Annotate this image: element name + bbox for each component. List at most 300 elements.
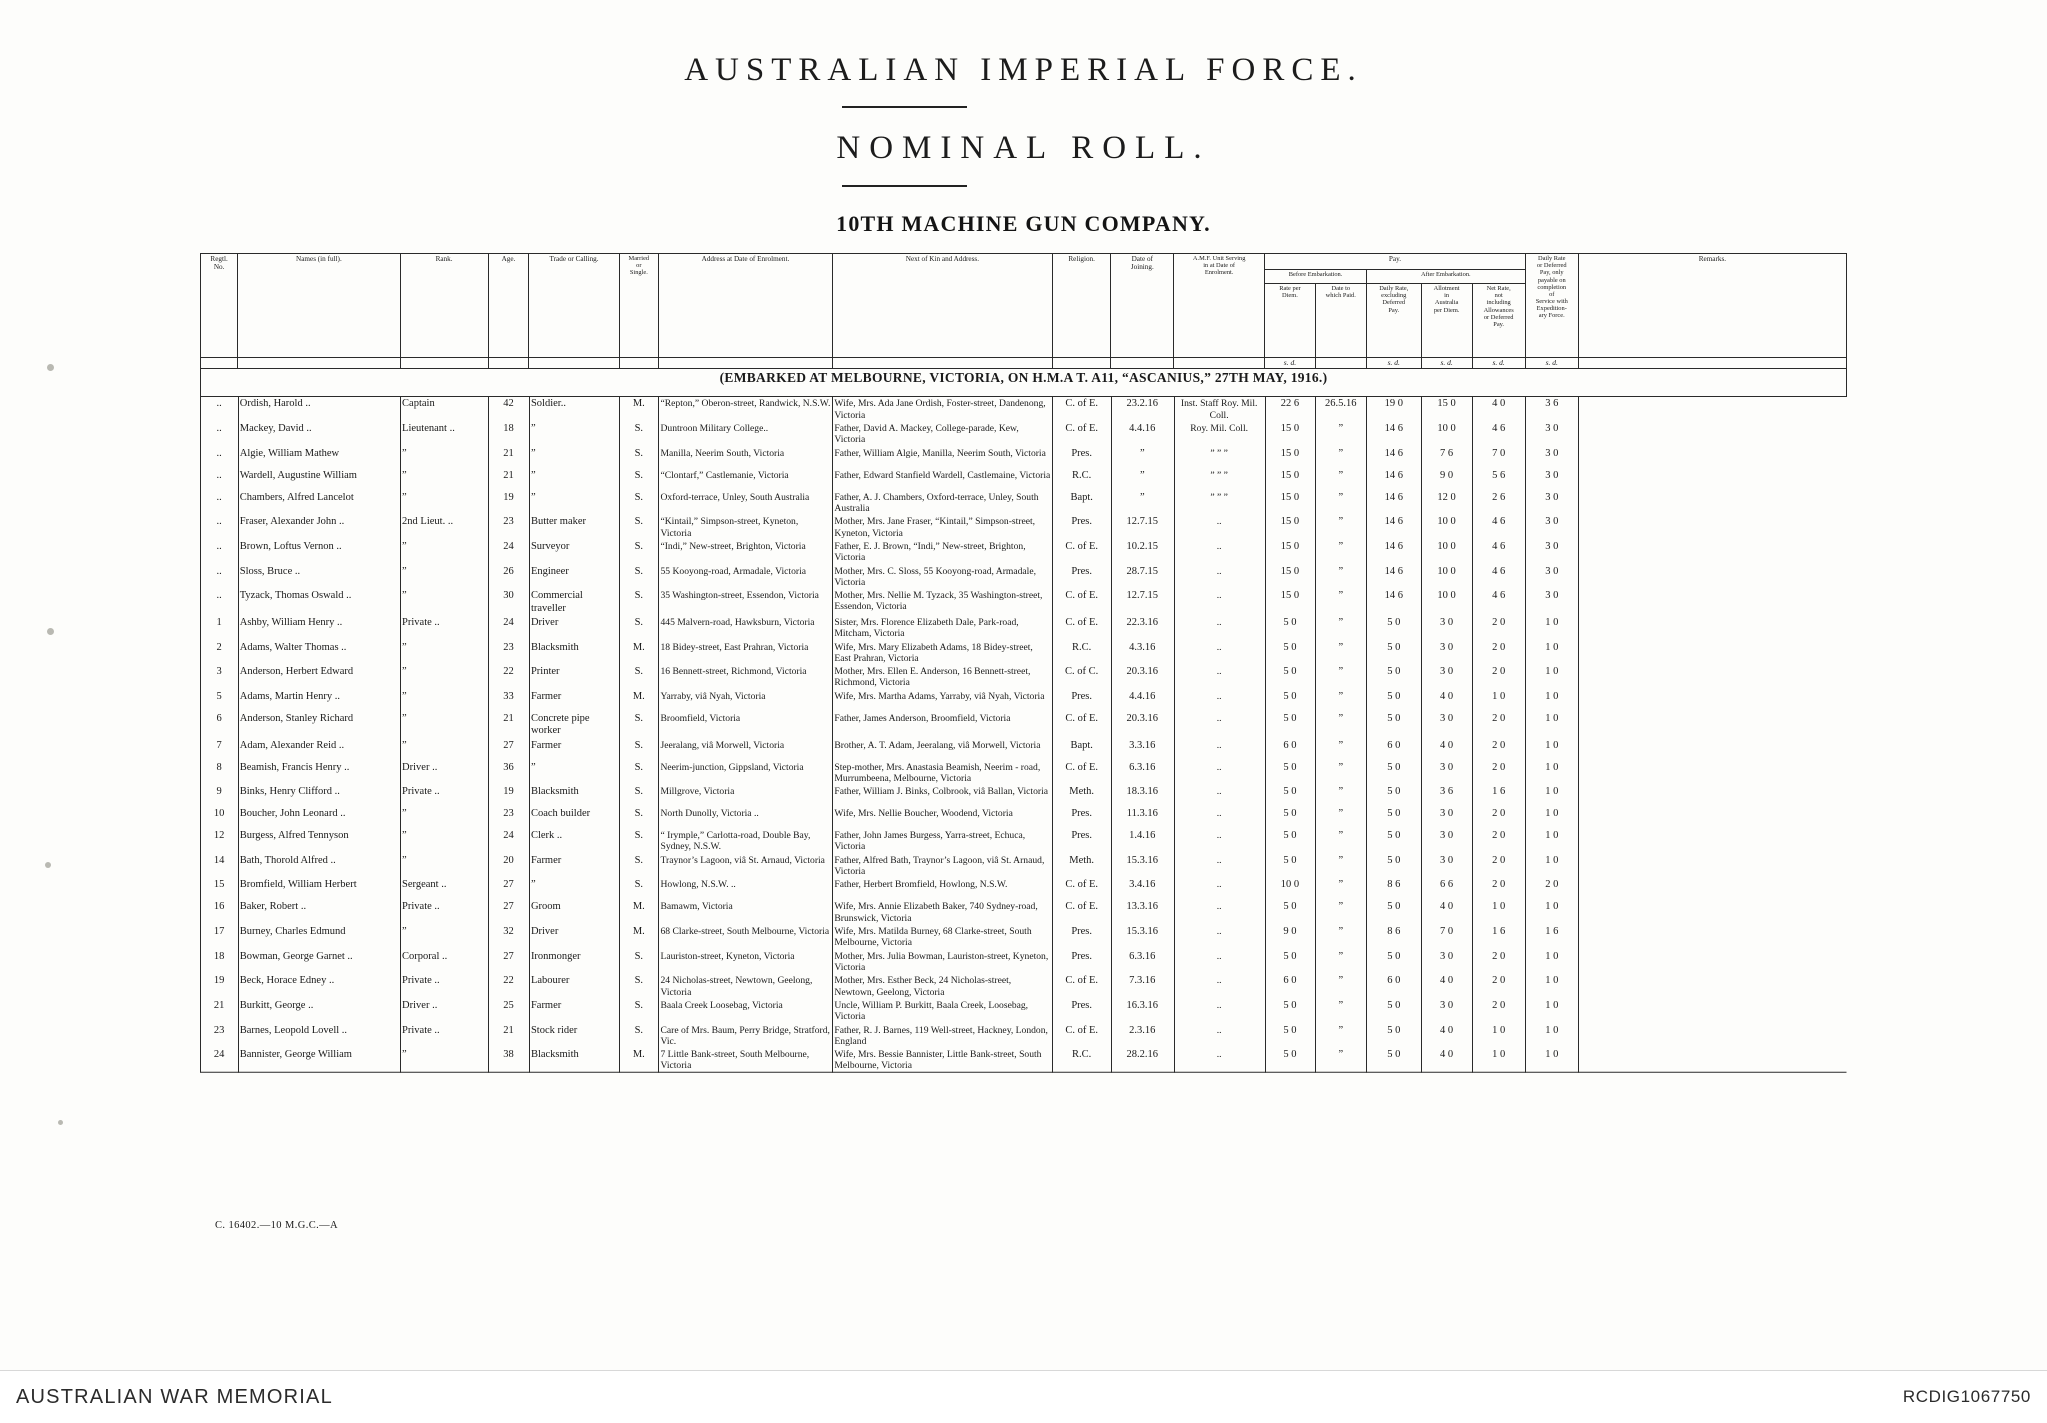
cell-p2: ” xyxy=(1338,690,1344,702)
cell-address: “Indi,” New-street, Brighton, Victoria xyxy=(660,540,806,552)
cell-p4: 3 0 xyxy=(1440,616,1454,628)
cell-religion: Pres. xyxy=(1071,808,1093,820)
cell-trade: Driver xyxy=(530,616,559,628)
cell-p4: 4 0 xyxy=(1440,975,1454,987)
cell-trade: Surveyor xyxy=(530,540,570,552)
nominal-roll-table-wrap xyxy=(200,253,1847,1073)
cell-religion: C. of E. xyxy=(1065,761,1098,773)
cell-address: Oxford-terrace, Unley, South Australia xyxy=(660,491,810,503)
cell-age: 36 xyxy=(503,761,514,773)
cell-p4: 4 0 xyxy=(1440,1049,1454,1061)
cell-religion: C. of E. xyxy=(1065,540,1098,552)
cell-age: 19 xyxy=(503,786,514,798)
cell-address: Lauriston-street, Kyneton, Victoria xyxy=(660,950,795,962)
cell-p6: 3 0 xyxy=(1545,423,1559,435)
cell-p3: 14 6 xyxy=(1384,469,1403,481)
cell-remarks xyxy=(1578,785,1846,807)
cell-address: Duntroon Military College.. xyxy=(660,423,769,435)
cell-p2: ” xyxy=(1338,1049,1344,1061)
cell-p2: ” xyxy=(1338,616,1344,628)
col-before-embarkation: Before Embarkation. xyxy=(1265,270,1367,284)
cell-p5: 2 0 xyxy=(1492,879,1506,891)
cell-p5: 2 0 xyxy=(1492,739,1506,751)
cell-joining: ” xyxy=(1139,469,1145,481)
cell-ms: S. xyxy=(634,879,644,891)
cell-religion: C. of E. xyxy=(1065,879,1098,891)
cell-name: Barnes, Leopold Lovell .. xyxy=(239,1024,348,1036)
cell-rank: ” xyxy=(402,666,407,678)
cell-remarks xyxy=(1578,712,1846,739)
sd-allotment: s. d. xyxy=(1421,358,1472,369)
cell-age: 27 xyxy=(503,739,514,751)
cell-ms: S. xyxy=(634,712,644,724)
cell-p2: ” xyxy=(1338,540,1344,552)
cell-p6: 1 0 xyxy=(1545,975,1559,987)
cell-rank: Sergeant .. xyxy=(402,879,447,891)
cell-no: 9 xyxy=(216,786,222,798)
cell-age: 22 xyxy=(503,975,514,987)
viewer-bottom-bar xyxy=(0,1370,2047,1423)
cell-trade: Blacksmith xyxy=(530,641,579,653)
cell-p3: 5 0 xyxy=(1387,854,1401,866)
col-after-embarkation: After Embarkation. xyxy=(1366,270,1525,284)
cell-ms: M. xyxy=(632,1049,645,1061)
cell-p1: 15 0 xyxy=(1280,565,1300,577)
cell-ms: S. xyxy=(634,447,644,459)
cell-no: .. xyxy=(216,447,222,459)
cell-kin: Wife, Mrs. Matilda Burney, 68 Clarke-street, South Melbourne, Victoria xyxy=(834,926,1032,949)
sd-remarks xyxy=(1578,358,1846,369)
cell-p4: 4 0 xyxy=(1440,690,1454,702)
cell-no: 23 xyxy=(213,1024,225,1036)
cell-p6: 1 0 xyxy=(1545,761,1559,773)
cell-p5: 2 0 xyxy=(1492,808,1506,820)
cell-rank: ” xyxy=(402,491,407,503)
digital-identifier: RCDIG1067750 xyxy=(1902,1387,2031,1406)
cell-p2: ” xyxy=(1338,1024,1344,1036)
cell-p1: 15 0 xyxy=(1280,469,1300,481)
table-row xyxy=(201,1048,1847,1073)
cell-address: “Kintail,” Simpson-street, Kyneton, Victoria xyxy=(660,516,799,539)
cell-p5: 2 0 xyxy=(1492,616,1506,628)
table-head xyxy=(201,254,1847,397)
cell-p2: ” xyxy=(1338,469,1344,481)
cell-p3: 5 0 xyxy=(1387,690,1401,702)
cell-no: 24 xyxy=(213,1049,225,1061)
cell-p5: 1 6 xyxy=(1492,926,1506,938)
cell-rank: Private .. xyxy=(402,616,440,628)
cell-rank: Private .. xyxy=(402,1024,440,1036)
cell-p6: 3 0 xyxy=(1545,516,1559,528)
cell-unit: .. xyxy=(1216,854,1222,866)
cell-age: 26 xyxy=(503,565,514,577)
cell-no: .. xyxy=(216,491,222,503)
cell-remarks xyxy=(1578,974,1846,999)
cell-rank: Private .. xyxy=(402,901,440,913)
cell-remarks xyxy=(1578,900,1846,925)
col-marital-status: Married or Single. xyxy=(619,254,658,358)
cell-joining: 15.3.16 xyxy=(1126,926,1159,938)
cell-ms: M. xyxy=(632,641,645,653)
cell-p4: 10 0 xyxy=(1437,590,1456,602)
cell-joining: 20.3.16 xyxy=(1126,666,1159,678)
cell-remarks xyxy=(1578,761,1846,786)
cell-joining: 6.3.16 xyxy=(1129,761,1156,773)
cell-religion: Meth. xyxy=(1069,854,1095,866)
table-row xyxy=(201,469,1847,491)
table-row xyxy=(201,925,1847,950)
cell-p2: ” xyxy=(1338,975,1344,987)
cell-p3: 14 6 xyxy=(1384,516,1403,528)
cell-religion: Bapt. xyxy=(1070,739,1093,751)
cell-address: “ Irymple,” Carlotta-road, Double Bay, Sydney, N.S.W. xyxy=(660,830,811,853)
cell-rank: ” xyxy=(402,469,407,481)
cell-joining: 4.4.16 xyxy=(1129,690,1156,702)
cell-no: 3 xyxy=(216,666,222,678)
cell-p1: 15 0 xyxy=(1280,491,1300,503)
institution-label: AUSTRALIAN WAR MEMORIAL xyxy=(16,1385,333,1408)
cell-p4: 15 0 xyxy=(1437,398,1456,410)
cell-p3: 5 0 xyxy=(1387,901,1401,913)
cell-address: 24 Nicholas-street, Newtown, Geelong, Victoria xyxy=(660,975,813,998)
cell-unit: .. xyxy=(1216,999,1222,1011)
cell-trade: Groom xyxy=(530,901,561,913)
cell-rank: ” xyxy=(402,926,407,938)
cell-rank: 2nd Lieut. .. xyxy=(402,516,454,528)
cell-kin: Step-mother, Mrs. Anastasia Beamish, Neerim - road, Murrumbeena, Melbourne, Victoria xyxy=(834,761,1041,784)
sd-unit xyxy=(1174,358,1265,369)
cell-unit: .. xyxy=(1216,1024,1222,1036)
cell-p5: 4 0 xyxy=(1492,398,1506,410)
cell-p2: ” xyxy=(1338,950,1344,962)
sd-religion xyxy=(1052,358,1111,369)
cell-p6: 1 0 xyxy=(1545,854,1559,866)
cell-remarks xyxy=(1578,1048,1846,1073)
cell-ms: S. xyxy=(634,469,644,481)
cell-p5: 4 6 xyxy=(1492,423,1506,435)
cell-trade: Commercial traveller xyxy=(530,590,583,614)
cell-age: 23 xyxy=(503,641,514,653)
scan-speck xyxy=(58,1120,63,1125)
cell-p4: 3 0 xyxy=(1440,999,1454,1011)
cell-joining: 3.3.16 xyxy=(1129,739,1156,751)
scan-speck xyxy=(47,364,54,371)
cell-ms: S. xyxy=(634,950,644,962)
cell-no: 16 xyxy=(213,901,225,913)
cell-name: Adam, Alexander Reid .. xyxy=(239,739,345,751)
cell-address: 18 Bidey-street, East Prahran, Victoria xyxy=(660,641,809,653)
cell-p5: 7 0 xyxy=(1492,447,1506,459)
table-row xyxy=(201,854,1847,879)
cell-p6: 3 0 xyxy=(1545,590,1559,602)
sd-address xyxy=(658,358,832,369)
cell-kin: Mother, Mrs. Jane Fraser, “Kintail,” Simpson-street, Kyneton, Victoria xyxy=(834,516,1036,539)
cell-trade: Blacksmith xyxy=(530,1049,579,1061)
cell-rank: ” xyxy=(402,540,407,552)
sd-kin xyxy=(832,358,1052,369)
cell-ms: S. xyxy=(634,423,644,435)
cell-p5: 1 0 xyxy=(1492,690,1506,702)
table-row xyxy=(201,1024,1847,1049)
col-date-of-joining: Date of Joining. xyxy=(1111,254,1174,358)
cell-p5: 2 0 xyxy=(1492,830,1506,842)
table-row xyxy=(201,950,1847,975)
col-regtl-no: Regtl. No. xyxy=(201,254,238,358)
cell-address: Broomfield, Victoria xyxy=(660,712,741,724)
cell-kin: Mother, Mrs. C. Sloss, 55 Kooyong-road, Armadale, Victoria xyxy=(834,565,1037,588)
cell-p5: 1 6 xyxy=(1492,786,1506,798)
cell-p5: 4 6 xyxy=(1492,590,1506,602)
cell-unit: .. xyxy=(1216,516,1222,528)
cell-unit: .. xyxy=(1216,975,1222,987)
cell-religion: Pres. xyxy=(1071,950,1093,962)
nominal-roll-table xyxy=(200,253,1847,1073)
cell-p1: 15 0 xyxy=(1280,447,1300,459)
table-row xyxy=(201,900,1847,925)
cell-remarks xyxy=(1578,665,1846,690)
cell-trade: Blacksmith xyxy=(530,786,579,798)
cell-p5: 4 6 xyxy=(1492,565,1506,577)
cell-name: Burney, Charles Edmund xyxy=(239,926,346,938)
cell-address: Neerim-junction, Gippsland, Victoria xyxy=(660,761,804,773)
cell-unit: ” ” ” xyxy=(1210,447,1228,459)
cell-p1: 5 0 xyxy=(1283,616,1297,628)
cell-address: Manilla, Neerim South, Victoria xyxy=(660,447,785,459)
cell-unit: .. xyxy=(1216,879,1222,891)
cell-joining: 28.2.16 xyxy=(1126,1049,1159,1061)
cell-unit: .. xyxy=(1216,1049,1222,1061)
cell-p4: 10 0 xyxy=(1437,423,1456,435)
cell-kin: Wife, Mrs. Ada Jane Ordish, Foster-street, Dandenong, Victoria xyxy=(834,398,1046,421)
cell-kin: Brother, A. T. Adam, Jeeralang, viâ Morwell, Victoria xyxy=(834,739,1041,751)
cell-trade: Stock rider xyxy=(530,1024,578,1036)
cell-ms: S. xyxy=(634,590,644,602)
cell-unit: .. xyxy=(1216,808,1222,820)
cell-name: Bannister, George William xyxy=(239,1049,352,1061)
cell-p1: 5 0 xyxy=(1283,1049,1297,1061)
cell-trade: ” xyxy=(530,447,536,459)
cell-p5: 2 0 xyxy=(1492,999,1506,1011)
cell-ms: S. xyxy=(634,761,644,773)
cell-religion: C. of E. xyxy=(1065,901,1098,913)
cell-unit: .. xyxy=(1216,926,1222,938)
sd-age xyxy=(488,358,529,369)
cell-name: Chambers, Alfred Lancelot xyxy=(239,491,354,503)
cell-p6: 1 0 xyxy=(1545,830,1559,842)
cell-p1: 5 0 xyxy=(1283,830,1297,842)
cell-rank: ” xyxy=(402,565,407,577)
sd-names xyxy=(238,358,400,369)
table-row xyxy=(201,540,1847,565)
cell-p3: 6 0 xyxy=(1387,975,1401,987)
cell-p3: 5 0 xyxy=(1387,786,1401,798)
cell-remarks xyxy=(1578,422,1846,447)
cell-p6: 1 0 xyxy=(1545,1049,1559,1061)
cell-religion: C. of E. xyxy=(1065,1024,1098,1036)
cell-kin: Father, John James Burgess, Yarra-street, Echuca, Victoria xyxy=(834,830,1026,853)
cell-rank: ” xyxy=(402,447,407,459)
cell-religion: C. of E. xyxy=(1065,616,1098,628)
cell-trade: ” xyxy=(530,879,536,891)
cell-p6: 1 0 xyxy=(1545,808,1559,820)
cell-joining: 3.4.16 xyxy=(1129,879,1156,891)
col-date-paid: Date to which Paid. xyxy=(1315,284,1366,358)
cell-age: 21 xyxy=(503,1024,514,1036)
cell-p2: ” xyxy=(1338,854,1344,866)
cell-p1: 5 0 xyxy=(1283,1024,1297,1036)
cell-ms: S. xyxy=(634,1024,644,1036)
cell-rank: Captain xyxy=(402,398,435,410)
cell-no: .. xyxy=(216,469,222,481)
cell-remarks xyxy=(1578,925,1846,950)
cell-rank: Private .. xyxy=(402,975,440,987)
cell-address: 55 Kooyong-road, Armadale, Victoria xyxy=(660,565,806,577)
cell-no: .. xyxy=(216,516,222,528)
cell-p3: 14 6 xyxy=(1384,423,1403,435)
cell-p2: ” xyxy=(1338,830,1344,842)
cell-rank: ” xyxy=(402,854,407,866)
cell-p3: 5 0 xyxy=(1387,712,1401,724)
cell-rank: ” xyxy=(402,590,407,602)
table-row xyxy=(201,491,1847,516)
unit-title xyxy=(0,211,2047,237)
cell-remarks xyxy=(1578,491,1846,516)
table-row xyxy=(201,616,1847,641)
cell-no: .. xyxy=(216,398,222,410)
col-religion: Religion. xyxy=(1052,254,1111,358)
cell-p2: ” xyxy=(1338,423,1344,435)
cell-unit: .. xyxy=(1216,739,1222,751)
cell-kin: Father, William Algie, Manilla, Neerim South, Victoria xyxy=(834,447,1046,459)
cell-name: Bath, Thorold Alfred .. xyxy=(239,854,336,866)
cell-p2: ” xyxy=(1338,761,1344,773)
cell-p2: ” xyxy=(1338,926,1344,938)
cell-kin: Father, E. J. Brown, “Indi,” New-street, Brighton, Victoria xyxy=(834,540,1026,564)
cell-rank: Private .. xyxy=(402,786,440,798)
cell-trade: Printer xyxy=(530,666,560,678)
sd-ms xyxy=(619,358,658,369)
cell-p2: ” xyxy=(1338,879,1344,891)
table-row xyxy=(201,690,1847,712)
cell-religion: Pres. xyxy=(1071,690,1093,702)
cell-joining: 12.7.15 xyxy=(1126,590,1159,602)
table-row xyxy=(201,422,1847,447)
cell-p2: ” xyxy=(1338,641,1344,653)
cell-trade: ” xyxy=(530,469,536,481)
cell-kin: Mother, Mrs. Esther Beck, 24 Nicholas-street, Newtown, Geelong, Victoria xyxy=(834,975,1012,998)
cell-p3: 5 0 xyxy=(1387,830,1401,842)
cell-trade: Labourer xyxy=(530,975,570,987)
cell-p3: 5 0 xyxy=(1387,761,1401,773)
cell-religion: R.C. xyxy=(1072,469,1092,481)
cell-religion: C. of E. xyxy=(1065,712,1098,724)
scan-speck xyxy=(47,628,54,635)
cell-name: Adams, Walter Thomas .. xyxy=(239,641,347,653)
cell-rank: ” xyxy=(402,712,407,724)
col-pay-group: Pay. xyxy=(1265,254,1526,270)
cell-unit: .. xyxy=(1216,565,1222,577)
cell-p2: ” xyxy=(1338,712,1344,724)
cell-religion: Pres. xyxy=(1071,447,1093,459)
table-row xyxy=(201,447,1847,469)
cell-trade: Farmer xyxy=(530,999,562,1011)
cell-age: 21 xyxy=(503,712,514,724)
cell-age: 30 xyxy=(503,590,514,602)
cell-trade: Butter maker xyxy=(530,516,587,528)
scan-speck xyxy=(45,862,51,868)
table-row xyxy=(201,712,1847,739)
cell-ms: S. xyxy=(634,786,644,798)
cell-no: 1 xyxy=(216,616,222,628)
cell-religion: Pres. xyxy=(1071,830,1093,842)
cell-no: .. xyxy=(216,565,222,577)
cell-joining: 1.4.16 xyxy=(1129,830,1156,842)
cell-no: 6 xyxy=(216,712,222,724)
cell-age: 20 xyxy=(503,854,514,866)
cell-age: 27 xyxy=(503,879,514,891)
cell-p1: 5 0 xyxy=(1283,786,1297,798)
cell-p6: 1 0 xyxy=(1545,786,1559,798)
cell-rank: ” xyxy=(402,830,407,842)
cell-age: 23 xyxy=(503,808,514,820)
cell-p4: 3 0 xyxy=(1440,712,1454,724)
cell-p6: 2 0 xyxy=(1545,879,1559,891)
cell-ms: M. xyxy=(632,398,645,410)
title-divider xyxy=(842,106,967,108)
cell-kin: Sister, Mrs. Florence Elizabeth Dale, Park-road, Mitcham, Victoria xyxy=(834,616,1019,640)
cell-p3: 5 0 xyxy=(1387,950,1401,962)
cell-p1: 5 0 xyxy=(1283,712,1297,724)
cell-trade: ” xyxy=(530,491,536,503)
cell-remarks xyxy=(1578,540,1846,565)
cell-kin: Uncle, William P. Burkitt, Baala Creek, Loosebag, Victoria xyxy=(834,999,1029,1023)
cell-joining: 4.3.16 xyxy=(1129,641,1156,653)
cell-address: 16 Bennett-street, Richmond, Victoria xyxy=(660,666,807,678)
cell-p3: 14 6 xyxy=(1384,565,1403,577)
cell-address: 445 Malvern-road, Hawksburn, Victoria xyxy=(660,616,815,628)
cell-name: Fraser, Alexander John .. xyxy=(239,516,345,528)
cell-name: Anderson, Stanley Richard xyxy=(239,712,354,724)
cell-p3: 8 6 xyxy=(1387,879,1401,891)
cell-p1: 5 0 xyxy=(1283,641,1297,653)
cell-p1: 5 0 xyxy=(1283,999,1297,1011)
col-names: Names (in full). xyxy=(238,254,400,358)
table-row xyxy=(201,974,1847,999)
cell-rank: ” xyxy=(402,1049,407,1061)
cell-no: 2 xyxy=(216,641,222,653)
cell-joining: 15.3.16 xyxy=(1126,854,1159,866)
cell-p6: 1 0 xyxy=(1545,641,1559,653)
cell-age: 24 xyxy=(503,616,514,628)
col-address: Address at Date of Enrolment. xyxy=(658,254,832,358)
cell-unit: .. xyxy=(1216,712,1222,724)
sd-deferred: s. d. xyxy=(1525,358,1578,369)
cell-age: 23 xyxy=(503,516,514,528)
cell-unit: ” ” ” xyxy=(1210,469,1228,481)
cell-p2: ” xyxy=(1338,590,1344,602)
cell-joining: ” xyxy=(1139,447,1145,459)
cell-age: 25 xyxy=(503,999,514,1011)
cell-p3: 8 6 xyxy=(1387,926,1401,938)
cell-p6: 1 0 xyxy=(1545,950,1559,962)
cell-p1: 5 0 xyxy=(1283,950,1297,962)
col-amf-unit: A.M.F. Unit Serving in at Date of Enrolment. xyxy=(1174,254,1265,358)
col-daily-rate: Daily Rate, excluding Deferred Pay. xyxy=(1366,284,1421,358)
cell-remarks xyxy=(1578,616,1846,641)
cell-religion: C. of C. xyxy=(1065,666,1099,678)
cell-address: Care of Mrs. Baum, Perry Bridge, Stratford, Vic. xyxy=(660,1024,830,1047)
cell-joining: 23.2.16 xyxy=(1126,398,1159,410)
